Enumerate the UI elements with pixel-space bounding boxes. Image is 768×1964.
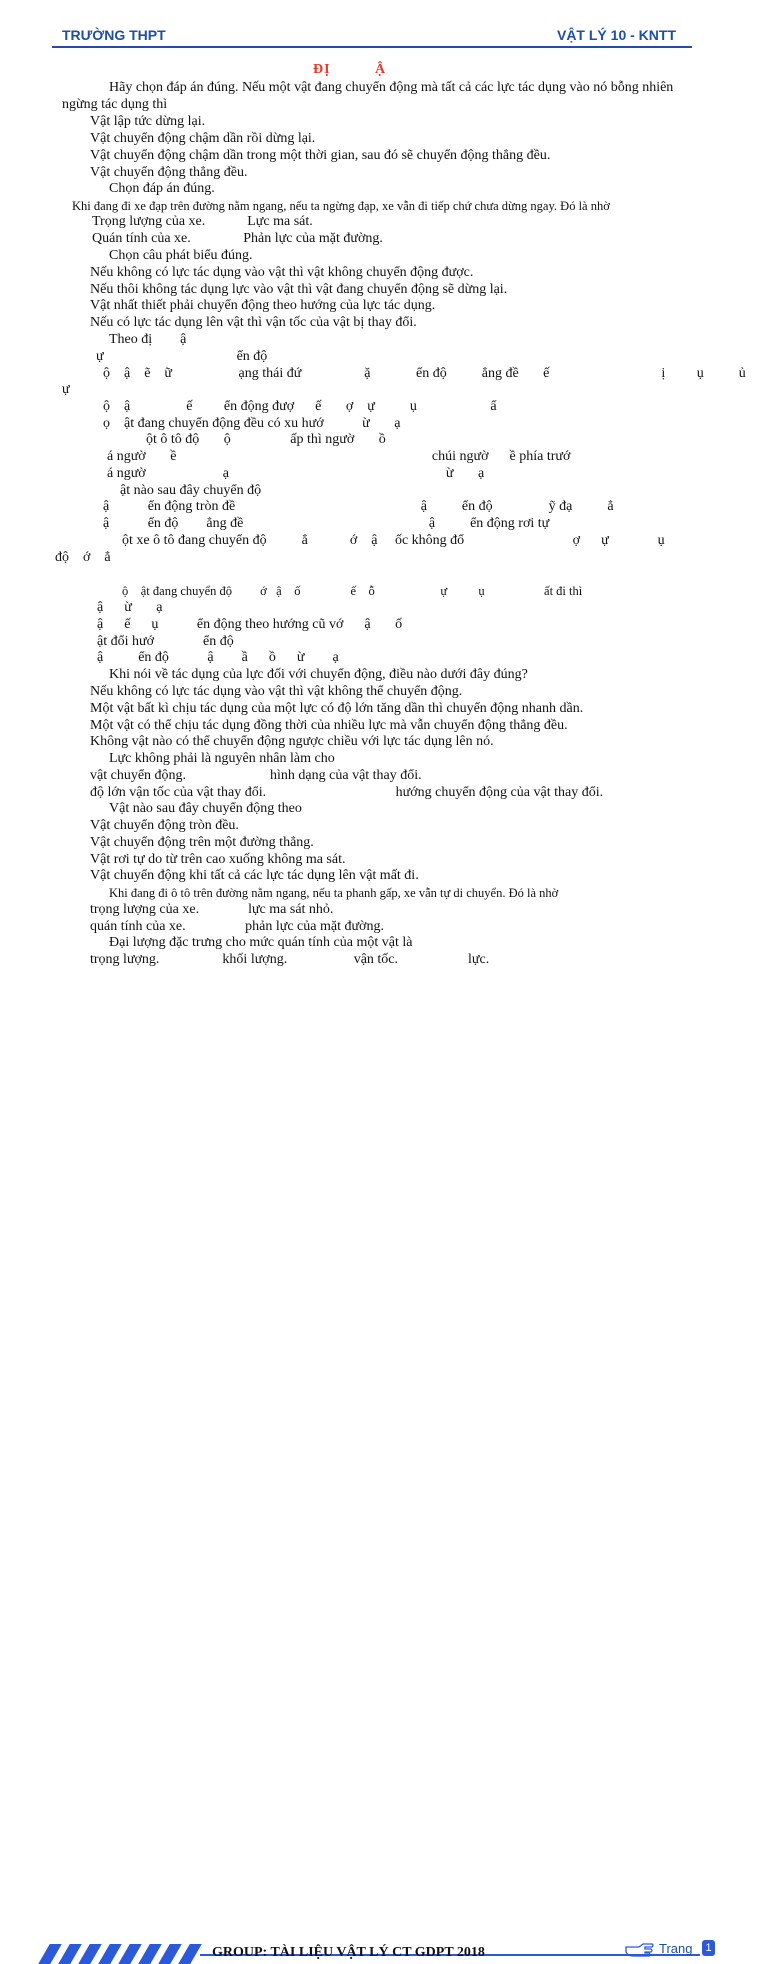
answer-row: ậ ển động tròn đề ậ ển độ ỹ đạ ẳ [103,499,614,514]
document-title: ĐỊ Ậ [313,62,387,77]
footer-group: GROUP: TÀI LIỆU VẬT LÝ CT GDPT 2018 [212,1945,485,1960]
page-label: Trang [659,1941,693,1956]
answer-row: á ngườ ạ ừ ạ [107,466,485,481]
answer-option: ậ ển độ ậ ầ ồ ừ ạ [97,650,339,665]
question-2-text: Khi đang đi xe đạp trên đường nằm ngang, nếu ta ngừng đạp, xe vẫn đi tiếp chứ chưa dừng ngay. Đó là nhờ [72,199,610,213]
answer-option: ật đổi hướ ển độ [97,634,234,649]
question-11: Vật nào sau đây chuyển động theo [109,801,302,816]
question-4-text: ự [62,382,70,397]
answer-row: ậ ển độ ẳng đề ậ ển động rơi tự [103,516,550,531]
question-6: ật nào sau đây chuyển độ [120,483,262,498]
answer-row: trọng lượng. khối lượng. vận tốc. lực. [90,952,490,967]
answer-row: trọng lượng của xe. lực ma sát nhỏ. [90,902,334,917]
answer-row: á ngườ ề chúi ngườ ề phía trướ [107,449,571,464]
question-7: ột xe ô tô đang chuyển độ ẳ ớ ậ ốc không đổ ợ ự ụ [122,533,665,548]
pointing-hand-icon [625,1942,655,1958]
answer-row: quán tính của xe. phản lực của mặt đường. [90,919,384,934]
page-header [0,0,768,56]
answer-option: Nếu thôi không tác dụng lực vào vật thì vật đang chuyển động sẽ dừng lại. [90,282,508,297]
question-12: Khi đang đi ô tô trên đường nằm ngang, nếu ta phanh gấp, xe vẫn tự di chuyển. Đó là nhờ [109,886,559,900]
answer-option: Không vật nào có thể chuyển động ngược chiều với lực tác dụng lên nó. [90,734,494,749]
footer-stripes [36,1944,206,1964]
subject-title: VẬT LÝ 10 - KNTT [556,27,676,43]
school-name: TRƯỜNG THPT [62,27,166,43]
question-5: ột ô tô độ ộ ấp thì ngườ ồ [146,432,386,447]
answer-option: Vật chuyển động thẳng đều. [90,165,248,180]
answer-option: ộ ậ ế ển động đượ ế ợ ự ụ ẩ [103,399,497,414]
question-2: Chọn đáp án đúng. [109,181,215,196]
question-4-text: ự ển độ [96,349,268,364]
page-number: 1 [702,1940,715,1956]
question-4-text: ộ ậ ẽ ữ ạng thái đứ ặ ển độ ẳng đề ế ị ụ ủ [103,366,746,381]
answer-option: Vật lập tức dừng lại. [90,114,206,129]
answer-option: Nếu có lực tác dụng lên vật thì vận tốc của vật bị thay đổi. [90,315,417,330]
question-1-cont: ngừng tác dụng thì [62,97,168,112]
question-13: Đại lượng đặc trưng cho mức quán tính của một vật là [109,935,413,950]
answer-option: Một vật bất kì chịu tác dụng của một lực có độ lớn tăng dần thì chuyển động nhanh dần. [90,701,584,716]
answer-row: vật chuyển động. hình dạng của vật thay đổi. [90,768,422,783]
answer-option: Vật chuyển động chậm dần trong một thời gian, sau đó sẽ chuyển động thẳng đều. [90,148,551,163]
question-3: Chọn câu phát biểu đúng. [109,248,253,263]
answer-option: ậ ế ụ ển động theo hướng cũ vớ ậ ố [97,617,403,632]
answer-option: Nếu không có lực tác dụng vào vật thì vật không chuyển động được. [90,265,474,280]
answer-option: Vật nhất thiết phải chuyển động theo hướng của lực tác dụng. [90,298,436,313]
page-footer [0,968,768,1960]
answer-option: Vật rơi tự do từ trên cao xuống không ma sát. [90,852,346,867]
answer-option: Vật chuyển động chậm dần rồi dừng lại. [90,131,316,146]
answer-option: Vật chuyển động tròn đều. [90,818,239,833]
question-4: Theo đị ậ [109,332,187,347]
question-9: Khi nói về tác dụng của lực đối với chuyển động, điều nào dưới đây đúng? [109,667,528,682]
question-10: Lực không phải là nguyên nhân làm cho [109,751,335,766]
answer-row: Trọng lượng của xe. Lực ma sát. [92,214,313,229]
answer-row: độ lớn vận tốc của vật thay đổi. hướng chuyển động của vật thay đổi. [90,785,604,800]
answer-row: Quán tính của xe. Phản lực của mặt đường. [92,231,383,246]
answer-option: Nếu không có lực tác dụng vào vật thì vật không thể chuyển động. [90,684,463,699]
answer-option: Vật chuyển động trên một đường thẳng. [90,835,314,850]
question-1: Hãy chọn đáp án đúng. Nếu một vật đang chuyển động mà tất cả các lực tác dụng vào nó bỗng nhiên [109,80,674,95]
answer-option: Một vật có thể chịu tác dụng đồng thời của nhiều lực mà vẫn chuyển động thẳng đều. [90,718,568,733]
question-7-text: độ ớ ẳ [55,550,111,565]
header-divider [52,46,692,48]
question-8: ộ ật đang chuyển độ ớ ậ ố ế ỗ ự ụ ất đi thì [122,584,583,598]
answer-option: ậ ừ ạ [97,600,163,615]
answer-option: ọ ật đang chuyển động đều có xu hướ ừ ạ [103,416,401,431]
answer-option: Vật chuyển động khi tất cả các lực tác dụng lên vật mất đi. [90,868,419,883]
